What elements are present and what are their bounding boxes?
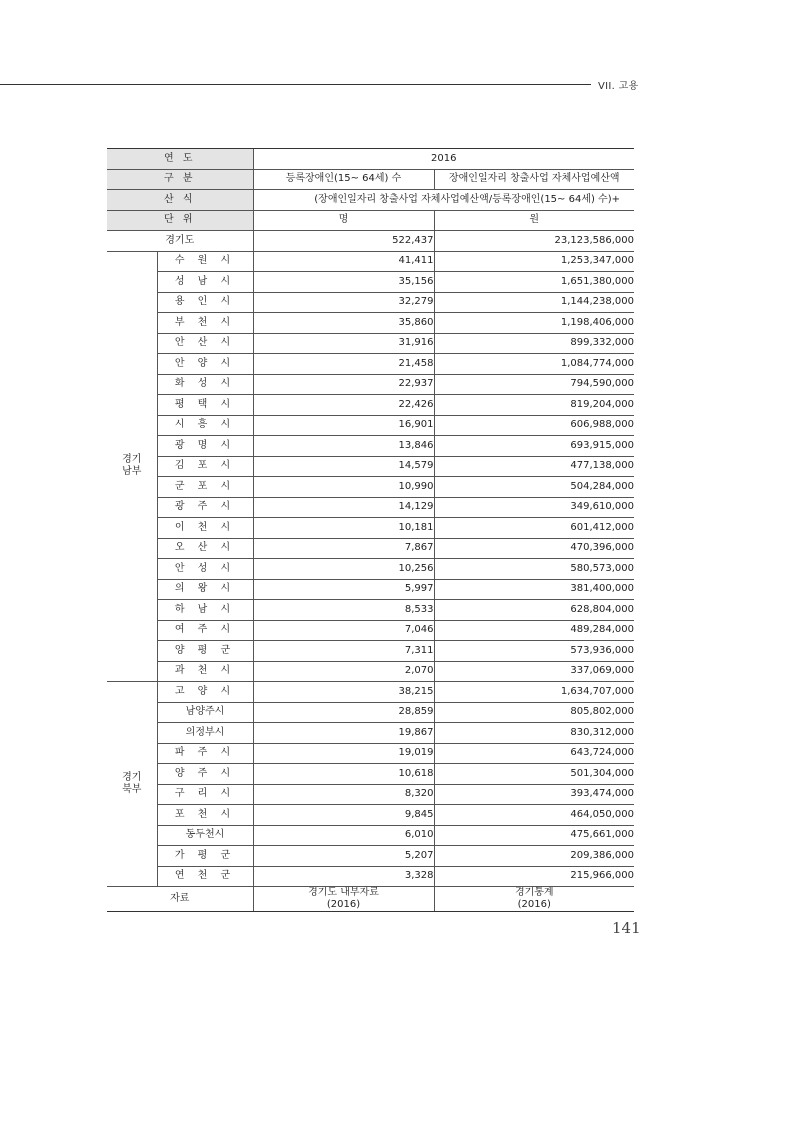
table-row xyxy=(107,272,634,293)
budget-amount: 501,304,000 xyxy=(434,764,634,785)
city-name: 광 명 시 xyxy=(157,436,253,457)
table-row xyxy=(107,846,634,867)
registered-count: 41,411 xyxy=(253,251,434,272)
registered-count: 8,533 xyxy=(253,600,434,621)
registered-count: 7,046 xyxy=(253,620,434,641)
table-row xyxy=(107,374,634,395)
table-row xyxy=(107,600,634,621)
budget-amount: 1,253,347,000 xyxy=(434,251,634,272)
budget-amount: 794,590,000 xyxy=(434,374,634,395)
col1-header: 등록장애인(15~ 64세) 수 xyxy=(253,169,434,190)
budget-amount: 580,573,000 xyxy=(434,559,634,580)
table-row xyxy=(107,641,634,662)
city-name: 구 리 시 xyxy=(157,784,253,805)
city-name: 연 천 군 xyxy=(157,866,253,887)
city-name: 양 평 군 xyxy=(157,641,253,662)
budget-amount: 209,386,000 xyxy=(434,846,634,867)
city-name: 의정부시 xyxy=(157,723,253,744)
registered-count: 21,458 xyxy=(253,354,434,375)
registered-count: 19,867 xyxy=(253,723,434,744)
city-name: 광 주 시 xyxy=(157,497,253,518)
budget-amount: 215,966,000 xyxy=(434,866,634,887)
city-name: 수 원 시 xyxy=(157,251,253,272)
total-name: 경기도 xyxy=(107,231,253,252)
source-label: 자료 xyxy=(107,887,253,912)
city-name: 화 성 시 xyxy=(157,374,253,395)
unit-people: 명 xyxy=(253,210,434,231)
city-name: 파 주 시 xyxy=(157,743,253,764)
registered-count: 5,997 xyxy=(253,579,434,600)
table-row xyxy=(107,497,634,518)
registered-count: 35,860 xyxy=(253,313,434,334)
city-name: 안 산 시 xyxy=(157,333,253,354)
budget-amount: 1,634,707,000 xyxy=(434,682,634,703)
city-name: 이 천 시 xyxy=(157,518,253,539)
total-row xyxy=(107,231,634,252)
registered-count: 10,181 xyxy=(253,518,434,539)
year-row xyxy=(107,149,634,170)
registered-count: 10,256 xyxy=(253,559,434,580)
city-name: 안 성 시 xyxy=(157,559,253,580)
registered-count: 10,990 xyxy=(253,477,434,498)
table-row xyxy=(107,682,634,703)
registered-count: 6,010 xyxy=(253,825,434,846)
table-row xyxy=(107,559,634,580)
table-row xyxy=(107,723,634,744)
table-row xyxy=(107,538,634,559)
budget-amount: 819,204,000 xyxy=(434,395,634,416)
table-row xyxy=(107,436,634,457)
category-row xyxy=(107,169,634,190)
budget-amount: 1,651,380,000 xyxy=(434,272,634,293)
city-name: 고 양 시 xyxy=(157,682,253,703)
registered-count: 14,579 xyxy=(253,456,434,477)
registered-count: 28,859 xyxy=(253,702,434,723)
city-name: 부 천 시 xyxy=(157,313,253,334)
formula-text: (장애인일자리 창출사업 자체사업예산액/등록장애인(15~ 64세) 수)+ xyxy=(253,190,634,211)
budget-amount: 1,084,774,000 xyxy=(434,354,634,375)
table-row xyxy=(107,764,634,785)
table-row xyxy=(107,866,634,887)
south-region-label: 경기 남부 xyxy=(107,251,157,682)
budget-amount: 477,138,000 xyxy=(434,456,634,477)
total-registered: 522,437 xyxy=(253,231,434,252)
city-name: 평 택 시 xyxy=(157,395,253,416)
budget-amount: 601,412,000 xyxy=(434,518,634,539)
city-name: 양 주 시 xyxy=(157,764,253,785)
total-budget: 23,123,586,000 xyxy=(434,231,634,252)
table-row xyxy=(107,661,634,682)
page-number: 141 xyxy=(612,919,641,937)
city-name: 의 왕 시 xyxy=(157,579,253,600)
source-1: 경기도 내부자료 (2016) xyxy=(253,887,434,912)
city-name: 하 남 시 xyxy=(157,600,253,621)
table-row xyxy=(107,477,634,498)
budget-amount: 693,915,000 xyxy=(434,436,634,457)
registered-count: 32,279 xyxy=(253,292,434,313)
registered-count: 13,846 xyxy=(253,436,434,457)
budget-amount: 337,069,000 xyxy=(434,661,634,682)
city-name: 가 평 군 xyxy=(157,846,253,867)
table-row xyxy=(107,743,634,764)
table-row xyxy=(107,251,634,272)
header-rule xyxy=(0,84,591,85)
budget-amount: 805,802,000 xyxy=(434,702,634,723)
table-row xyxy=(107,518,634,539)
formula-row xyxy=(107,190,634,211)
table-row xyxy=(107,333,634,354)
year-label: 연 도 xyxy=(107,149,253,170)
city-name: 군 포 시 xyxy=(157,477,253,498)
registered-count: 3,328 xyxy=(253,866,434,887)
table-row xyxy=(107,825,634,846)
table-row xyxy=(107,620,634,641)
table-row xyxy=(107,354,634,375)
chapter-title: VII. 고용 xyxy=(598,81,639,92)
registered-count: 2,070 xyxy=(253,661,434,682)
north-region-label: 경기 북부 xyxy=(107,682,157,887)
year-value: 2016 xyxy=(253,149,634,170)
registered-count: 7,867 xyxy=(253,538,434,559)
city-name: 포 천 시 xyxy=(157,805,253,826)
col2-header: 장애인일자리 창출사업 자체사업예산액 xyxy=(434,169,634,190)
table-row xyxy=(107,415,634,436)
registered-count: 22,937 xyxy=(253,374,434,395)
city-name: 동두천시 xyxy=(157,825,253,846)
budget-amount: 393,474,000 xyxy=(434,784,634,805)
budget-amount: 381,400,000 xyxy=(434,579,634,600)
budget-amount: 573,936,000 xyxy=(434,641,634,662)
budget-amount: 643,724,000 xyxy=(434,743,634,764)
registered-count: 8,320 xyxy=(253,784,434,805)
table-row xyxy=(107,313,634,334)
budget-amount: 606,988,000 xyxy=(434,415,634,436)
registered-count: 16,901 xyxy=(253,415,434,436)
registered-count: 9,845 xyxy=(253,805,434,826)
registered-count: 14,129 xyxy=(253,497,434,518)
budget-amount: 489,284,000 xyxy=(434,620,634,641)
table-row xyxy=(107,579,634,600)
table-row xyxy=(107,784,634,805)
registered-count: 7,311 xyxy=(253,641,434,662)
registered-count: 5,207 xyxy=(253,846,434,867)
city-name: 오 산 시 xyxy=(157,538,253,559)
city-name: 시 흥 시 xyxy=(157,415,253,436)
city-name: 용 인 시 xyxy=(157,292,253,313)
budget-amount: 899,332,000 xyxy=(434,333,634,354)
city-name: 여 주 시 xyxy=(157,620,253,641)
unit-row xyxy=(107,210,634,231)
formula-label: 산 식 xyxy=(107,190,253,211)
table-row xyxy=(107,805,634,826)
table-row xyxy=(107,395,634,416)
category-label: 구 분 xyxy=(107,169,253,190)
registered-count: 19,019 xyxy=(253,743,434,764)
source-row xyxy=(107,887,634,912)
table-row xyxy=(107,702,634,723)
source-2: 경기통계 (2016) xyxy=(434,887,634,912)
budget-amount: 504,284,000 xyxy=(434,477,634,498)
budget-amount: 475,661,000 xyxy=(434,825,634,846)
city-name: 과 천 시 xyxy=(157,661,253,682)
city-name: 남양주시 xyxy=(157,702,253,723)
budget-amount: 830,312,000 xyxy=(434,723,634,744)
registered-count: 22,426 xyxy=(253,395,434,416)
budget-amount: 349,610,000 xyxy=(434,497,634,518)
registered-count: 31,916 xyxy=(253,333,434,354)
registered-count: 38,215 xyxy=(253,682,434,703)
registered-count: 10,618 xyxy=(253,764,434,785)
statistics-table xyxy=(107,148,634,912)
registered-count: 35,156 xyxy=(253,272,434,293)
city-name: 안 양 시 xyxy=(157,354,253,375)
unit-label: 단 위 xyxy=(107,210,253,231)
table-row xyxy=(107,456,634,477)
budget-amount: 470,396,000 xyxy=(434,538,634,559)
budget-amount: 464,050,000 xyxy=(434,805,634,826)
budget-amount: 628,804,000 xyxy=(434,600,634,621)
budget-amount: 1,144,238,000 xyxy=(434,292,634,313)
unit-won: 원 xyxy=(434,210,634,231)
city-name: 김 포 시 xyxy=(157,456,253,477)
city-name: 성 남 시 xyxy=(157,272,253,293)
table-row xyxy=(107,292,634,313)
budget-amount: 1,198,406,000 xyxy=(434,313,634,334)
